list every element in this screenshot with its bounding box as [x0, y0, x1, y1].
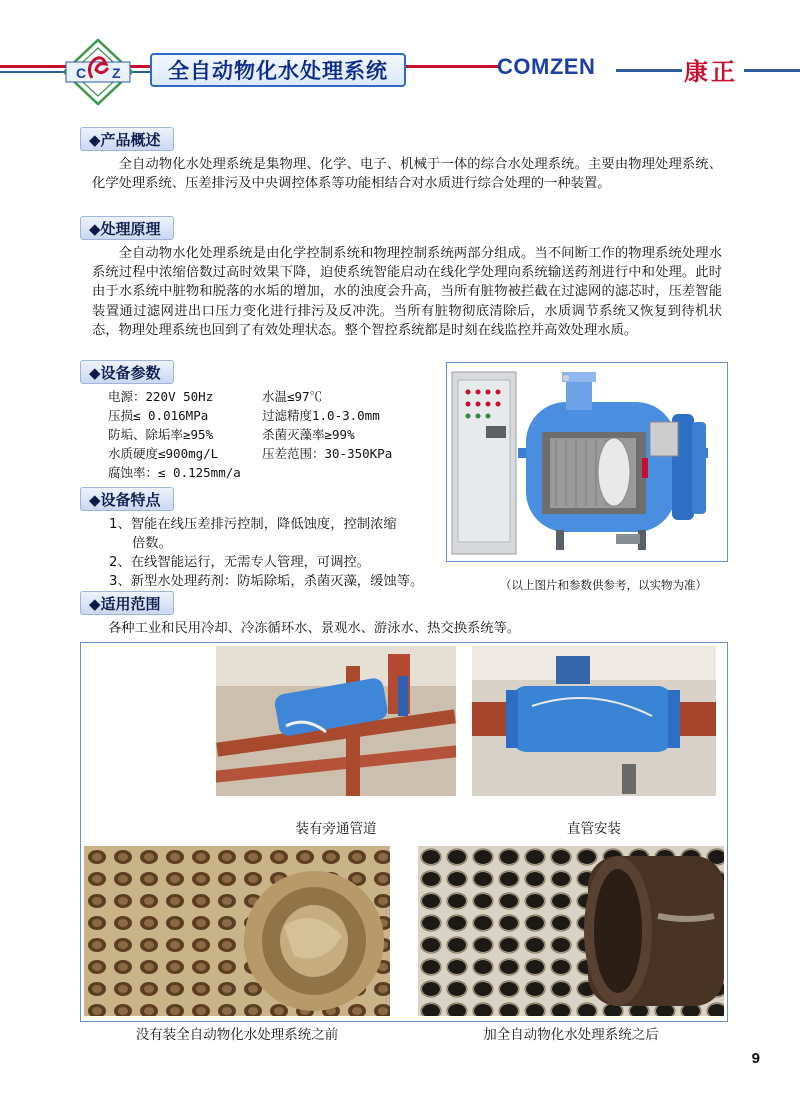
caption-straight: 直管安装: [567, 821, 621, 837]
section-heading-features: ◆设备特点: [80, 487, 174, 511]
photo-before-treatment: [84, 846, 390, 1016]
param-item: 杀菌灭藻率≥99%: [262, 427, 355, 442]
param-item: 压损≤ 0.016MPa: [108, 408, 209, 423]
param-item: 过滤精度1.0-3.0mm: [262, 408, 380, 423]
section-heading-principle: ◆处理原理: [80, 216, 174, 240]
param-item: 水温≤97℃: [262, 389, 323, 404]
param-item: 电源：220V 50Hz: [108, 389, 214, 404]
section-heading-overview: ◆产品概述: [80, 127, 174, 151]
param-item: 压差范围：30-350KPa: [262, 446, 393, 461]
logo-letter-z: Z: [112, 65, 121, 81]
param-item: 水质硬度≤900mg/L: [108, 446, 219, 461]
image-disclaimer: （以上图片和参数供参考，以实物为准）: [500, 578, 707, 592]
page-title: 全自动物化水处理系统: [150, 53, 406, 87]
photo-bypass-install: [216, 646, 456, 796]
photo-after-treatment: [418, 846, 724, 1016]
caption-bypass: 装有旁通管道: [295, 821, 377, 837]
product-image: [446, 362, 728, 562]
company-logo: [62, 38, 134, 106]
feature-item: 2、在线智能运行，无需专人管理，可调控。: [109, 555, 371, 570]
brand-rule-right: [744, 69, 800, 72]
caption-before: 没有装全自动物化水处理系统之前: [135, 1027, 339, 1043]
header-rule-mid: [406, 65, 498, 68]
feature-item: 3、新型水处理药剂：防垢除垢，杀菌灭藻，缓蚀等。: [109, 574, 424, 589]
photo-straight-install: [472, 646, 716, 796]
section-heading-params: ◆设备参数: [80, 360, 174, 384]
param-item: 防垢、除垢率≥95%: [108, 427, 214, 442]
principle-text: 全自动物水化处理系统是由化学控制系统和物理控制系统两部分组成。当不间断工作的物理系统处理水系统过程中浓缩倍数过高时效果下降，迫使系统智能启动在线化学处理向系统输送药剂进行中和处理。此时由于水系统中脏物和脱落的水垢的增加，水的浊度会升高，当所有脏物被拦截在过滤网的滤芯时，压差智能装置通过滤网进出口压力变化进行排污及反冲洗。当所有脏物彻底清除后，水质调节系统又恢复到待机状态，物理处理系统也回到了有效处理状态。整个智控系统都是时刻在线监控并高效处理水质。: [92, 246, 722, 338]
page-number: 9: [751, 1050, 760, 1067]
feature-item-continued: 倍数。: [132, 536, 172, 551]
section-heading-scope: ◆适用范围: [80, 591, 174, 615]
caption-after: 加全自动物化水处理系统之后: [483, 1027, 659, 1043]
brand-name-en: COMZEN: [497, 54, 596, 79]
brand-name-cn: 康正: [684, 57, 738, 86]
feature-item: 1、智能在线压差排污控制，降低蚀度，控制浓缩: [109, 517, 397, 532]
brand-separator: [616, 69, 682, 72]
param-item: 腐蚀率：≤ 0.125mm/a: [108, 465, 241, 480]
logo-letter-c: C: [76, 65, 87, 81]
overview-text: 全自动物化水处理系统是集物理、化学、电子、机械于一体的综合水处理系统。主要由物理处理系统、化学处理系统、压差排污及中央调控体系等功能相结合对水质进行综合处理的一种装置。: [92, 157, 722, 192]
scope-text: 各种工业和民用冷却、冷冻循环水、景观水、游泳水、热交换系统等。: [108, 621, 521, 636]
